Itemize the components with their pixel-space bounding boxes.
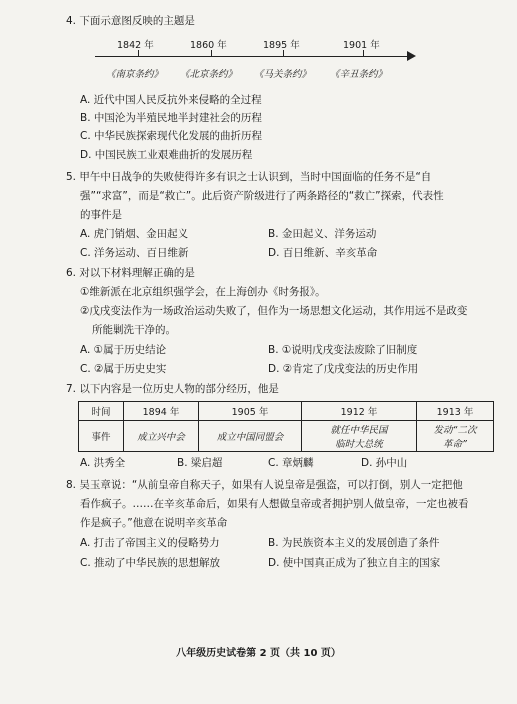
table-cell-line: 革命” <box>443 439 467 450</box>
page-footer: 八年级历史试卷第 2 页（共 10 页） <box>176 648 341 659</box>
q7-stem: 7. 以下内容是一位历史人物的部分经历，他是 <box>66 383 279 395</box>
table-header-cell: 1912 年 <box>302 402 417 421</box>
q4-option-c[interactable]: C. 中华民族探索现代化发展的曲折历程 <box>80 130 263 142</box>
timeline-treaty: 《辛丑条约》 <box>330 69 388 80</box>
q8-option-b[interactable]: B. 为民族资本主义的发展创造了条件 <box>268 537 440 549</box>
q8-stem-line: 作是疯子。”他意在说明辛亥革命 <box>80 517 228 529</box>
q5-option-d[interactable]: D. 百日维新、辛亥革命 <box>268 247 378 259</box>
q5-option-c[interactable]: C. 洋务运动、百日维新 <box>80 247 189 259</box>
table-cell-line: 临时大总统 <box>335 439 383 450</box>
q7-option-a[interactable]: A. 洪秀全 <box>80 457 126 469</box>
q8-stem-line: 看作疯子。……在辛亥革命后，如果有人想做皇帝或者拥护别人做皇帝，一定也被看 <box>80 498 469 510</box>
q4-stem: 4. 下面示意图反映的主题是 <box>66 15 195 27</box>
table-cell <box>417 421 494 452</box>
q8-option-d[interactable]: D. 使中国真正成为了独立自主的国家 <box>268 557 441 569</box>
q5-stem-line: 的事件是 <box>80 209 122 221</box>
q5-stem-line: 5. 甲午中日战争的失败使得许多有识之士认识到，当时中国面临的任务不是“自 <box>66 171 432 183</box>
q4-option-a[interactable]: A. 近代中国人民反抗外来侵略的全过程 <box>80 94 262 106</box>
q6-option-b[interactable]: B. ①说明戊戌变法废除了旧制度 <box>268 344 418 356</box>
q6-material-1: ①维新派在北京组织强学会，在上海创办《时务报》。 <box>80 286 326 298</box>
q6-material-2-cont: 所能剿洗干净的。 <box>92 324 176 336</box>
table-cell-line: 就任中华民国 <box>330 425 388 436</box>
q5-option-b[interactable]: B. 金田起义、洋务运动 <box>268 228 377 240</box>
q8-option-c[interactable]: C. 推动了中华民族的思想解放 <box>80 557 221 569</box>
q6-option-a[interactable]: A. ①属于历史结论 <box>80 344 167 356</box>
timeline-year: 1842 年 <box>117 40 154 51</box>
q4-option-b[interactable]: B. 中国沦为半殖民地半封建社会的历程 <box>80 112 262 124</box>
q6-material-2: ②戊戌变法作为一场政治运动失败了，但作为一场思想文化运动，其作用远不是政变 <box>80 305 468 317</box>
q5-option-a[interactable]: A. 虎门销烟、金田起义 <box>80 228 189 240</box>
timeline-year: 1901 年 <box>343 40 380 51</box>
q6-stem: 6. 对以下材料理解正确的是 <box>66 267 195 279</box>
timeline-arrow-icon <box>407 51 416 61</box>
table-cell-line: 发动“二次 <box>433 425 477 436</box>
q6-option-c[interactable]: C. ②属于历史史实 <box>80 363 167 375</box>
timeline-treaty: 《北京条约》 <box>180 69 238 80</box>
q8-option-a[interactable]: A. 打击了帝国主义的侵略势力 <box>80 537 220 549</box>
q6-option-d[interactable]: D. ②肯定了戊戌变法的历史作用 <box>268 363 419 375</box>
table-header-cell: 1894 年 <box>124 402 199 421</box>
q7-option-c[interactable]: C. 章炳麟 <box>268 457 314 469</box>
table-header-cell: 1905 年 <box>199 402 302 421</box>
timeline-year: 1860 年 <box>190 40 227 51</box>
q4-option-d[interactable]: D. 中国民族工业艰难曲折的发展历程 <box>80 149 253 161</box>
timeline-axis <box>95 56 410 57</box>
q8-stem-line: 8. 吴玉章说：“从前皇帝自称天子，如果有人说皇帝是强盗，可以打倒，别人一定把他 <box>66 479 463 491</box>
table-header-cell: 时间 <box>79 402 124 421</box>
table-cell <box>302 421 417 452</box>
q7-option-d[interactable]: D. 孙中山 <box>361 457 408 469</box>
table-row <box>79 421 494 452</box>
q7-event-table <box>78 401 494 452</box>
q7-option-b[interactable]: B. 梁启超 <box>177 457 223 469</box>
table-row <box>79 402 494 421</box>
timeline-year: 1895 年 <box>263 40 300 51</box>
table-header-cell: 1913 年 <box>417 402 494 421</box>
q5-stem-line: 强”“求富”，而是“救亡”。此后资产阶级进行了两条路径的“救亡”探索，代表性 <box>80 190 444 202</box>
table-row-label: 事件 <box>79 421 124 452</box>
table-cell: 成立兴中会 <box>124 421 199 452</box>
table-cell: 成立中国同盟会 <box>199 421 302 452</box>
timeline-treaty: 《南京条约》 <box>106 69 164 80</box>
timeline-treaty: 《马关条约》 <box>254 69 312 80</box>
